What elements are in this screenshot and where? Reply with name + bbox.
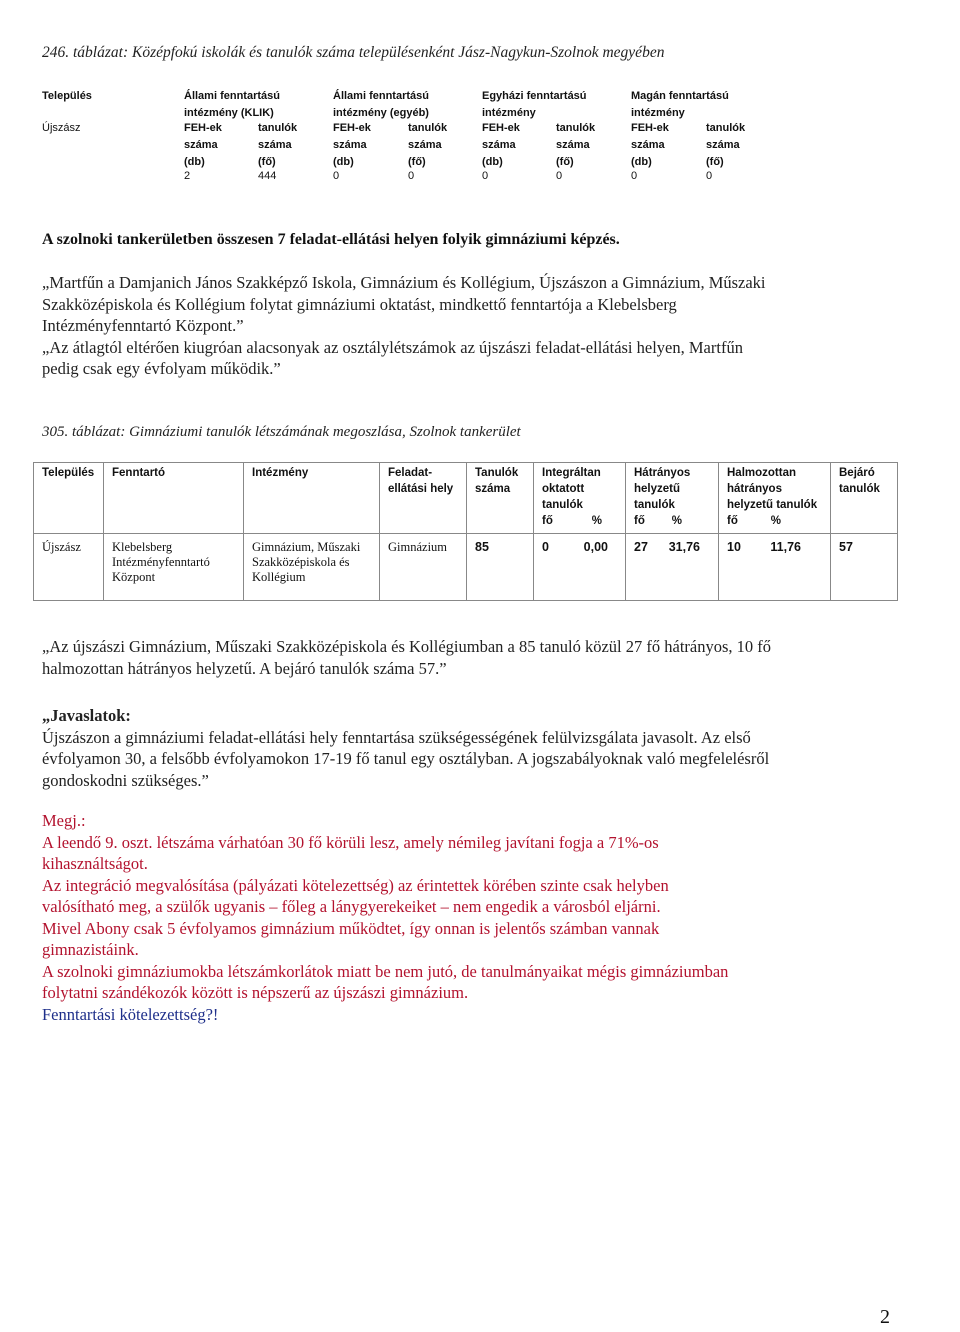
subheader-tanulok: tanulók száma (fő)	[706, 122, 746, 168]
cell-telepules: Újszász	[34, 534, 104, 601]
cell-halmozott: 10 11,76	[719, 534, 831, 601]
cell-bejaro: 57	[831, 534, 898, 601]
header-hatranyos: Hátrányos helyzetű tanulók fő %	[626, 463, 719, 534]
value-cell: 444	[258, 170, 277, 182]
value-cell: 0	[408, 170, 415, 182]
header-bejaro: Bejáró tanulók	[831, 463, 898, 534]
header-halmozott: Halmozottan hátrányos helyzetű tanulók fő %	[719, 463, 831, 534]
group-header-egyeb: Állami fenntartású intézmény (egyéb)	[333, 90, 429, 119]
table-row	[34, 534, 898, 601]
header-telepules: Település	[34, 463, 104, 534]
table-305-title: 305. táblázat: Gimnáziumi tanulók létszámának megoszlása, Szolnok tankerület	[42, 424, 521, 440]
cell-feladat: Gimnázium	[380, 534, 467, 601]
subheader-feh: FEH-ek száma (db)	[482, 122, 520, 168]
cell-tanulok: 85	[467, 534, 534, 601]
notes-section: Megj.: A leendő 9. oszt. létszáma várhatóan 30 fő körüli lesz, amely némileg javítani fogja a 71%-os kihasználtságot. Az integráció megvalósítása (pályázati kötelezettség) az érintettek körében szinte csak helyben valósítható meg, a szülők ugyanis – főleg a lánygyerekeiket – nem engedik a városból eljárni. Mivel Abony csak 5 évfolyamos gimnázium működtet, így onnan is jelentős számban vannak gimnazistáink. A szolnoki gimnáziumokba létszámkorlátok miatt be nem jutó, de tanulmányaikat mégis gimnáziumban folytatni szándékozók között is népszerű az újszászi gimnázium. Fenntartási kötelezettség?!	[42, 811, 729, 1024]
subheader-tanulok: tanulók száma (fő)	[258, 122, 298, 168]
quote-ujszasz: „Az újszászi Gimnázium, Műszaki Szakközépiskola és Kollégiumban a 85 tanuló közül 27 fő hátrányos, 10 fő halmozottan hátrányos helyzetű. A bejáró tanulók száma 57.”	[42, 637, 772, 678]
subheader-tanulok: tanulók száma (fő)	[556, 122, 596, 168]
notes-final: Fenntartási kötelezettség?!	[42, 1004, 219, 1024]
header-fenntarto: Fenntartó	[104, 463, 244, 534]
subheader-tanulok: tanulók száma (fő)	[408, 122, 448, 168]
col-header-telepules: Település	[42, 90, 92, 102]
summary-heading: A szolnoki tankerületben összesen 7 feladat-ellátási helyen folyik gimnáziumi képzés.	[42, 231, 620, 248]
javaslatok-section: „Javaslatok: Újszászon a gimnáziumi feladat-ellátási hely fenntartása szükségességének felülvizsgálata javasolt. Az első évfolyamon 30, a felsőbb évfolyamokon 17-19 fő tanul egy osztályban. A jogszabályoknak való megfelelésről gondoskodni szükséges.”	[42, 706, 770, 790]
table-246-title: 246. táblázat: Középfokú iskolák és tanulók száma településenként Jász-Nagykun-Szolnok megyében	[42, 44, 665, 61]
cell-integralt: 0 0,00	[534, 534, 626, 601]
value-cell: 0	[631, 170, 638, 182]
cell-intezmeny: Gimnázium, Műszaki Szakközépiskola és Kollégium	[244, 534, 380, 601]
group-header-egyhazi: Egyházi fenntartású intézmény	[482, 90, 587, 119]
header-feladat: Feladat- ellátási hely	[380, 463, 467, 534]
quote-martfu: „Martfűn a Damjanich János Szakképző Iskola, Gimnázium és Kollégium, Újszászon a Gimnázium, Műszaki Szakközépiskola és Kollégium folytat gimnáziumi oktatást, mindkettő fenntartója a Klebelsberg Intézményfenntartó Központ.” „Az átlagtól eltérően kiugróan alacsonyak az osztálylétszámok az újszászi feladat-ellátási helyen, Martfűn pedig csak egy évfolyam működik.”	[42, 273, 766, 378]
subheader-feh: FEH-ek száma (db)	[333, 122, 371, 168]
table-305	[33, 462, 898, 601]
value-cell: 0	[333, 170, 340, 182]
cell-fenntarto: Klebelsberg Intézményfenntartó Központ	[104, 534, 244, 601]
header-tanulok: Tanulók száma	[467, 463, 534, 534]
subheader-feh: FEH-ek száma (db)	[631, 122, 669, 168]
subheader-feh: FEH-ek száma (db)	[184, 122, 222, 168]
row-place: Újszász	[42, 122, 81, 134]
value-cell: 0	[556, 170, 563, 182]
group-header-klik: Állami fenntartású intézmény (KLIK)	[184, 90, 280, 119]
header-integralt: Integráltan oktatott tanulók fő %	[534, 463, 626, 534]
value-cell: 0	[706, 170, 713, 182]
javaslatok-title: „Javaslatok:	[42, 706, 131, 725]
notes-heading: Megj.:	[42, 811, 86, 830]
group-header-magan: Magán fenntartású intézmény	[631, 90, 729, 119]
table-header-row	[34, 463, 898, 534]
header-intezmeny: Intézmény	[244, 463, 380, 534]
value-cell: 0	[482, 170, 489, 182]
cell-hatranyos: 27 31,76	[626, 534, 719, 601]
value-cell: 2	[184, 170, 191, 182]
page-number: 2	[880, 1306, 890, 1328]
